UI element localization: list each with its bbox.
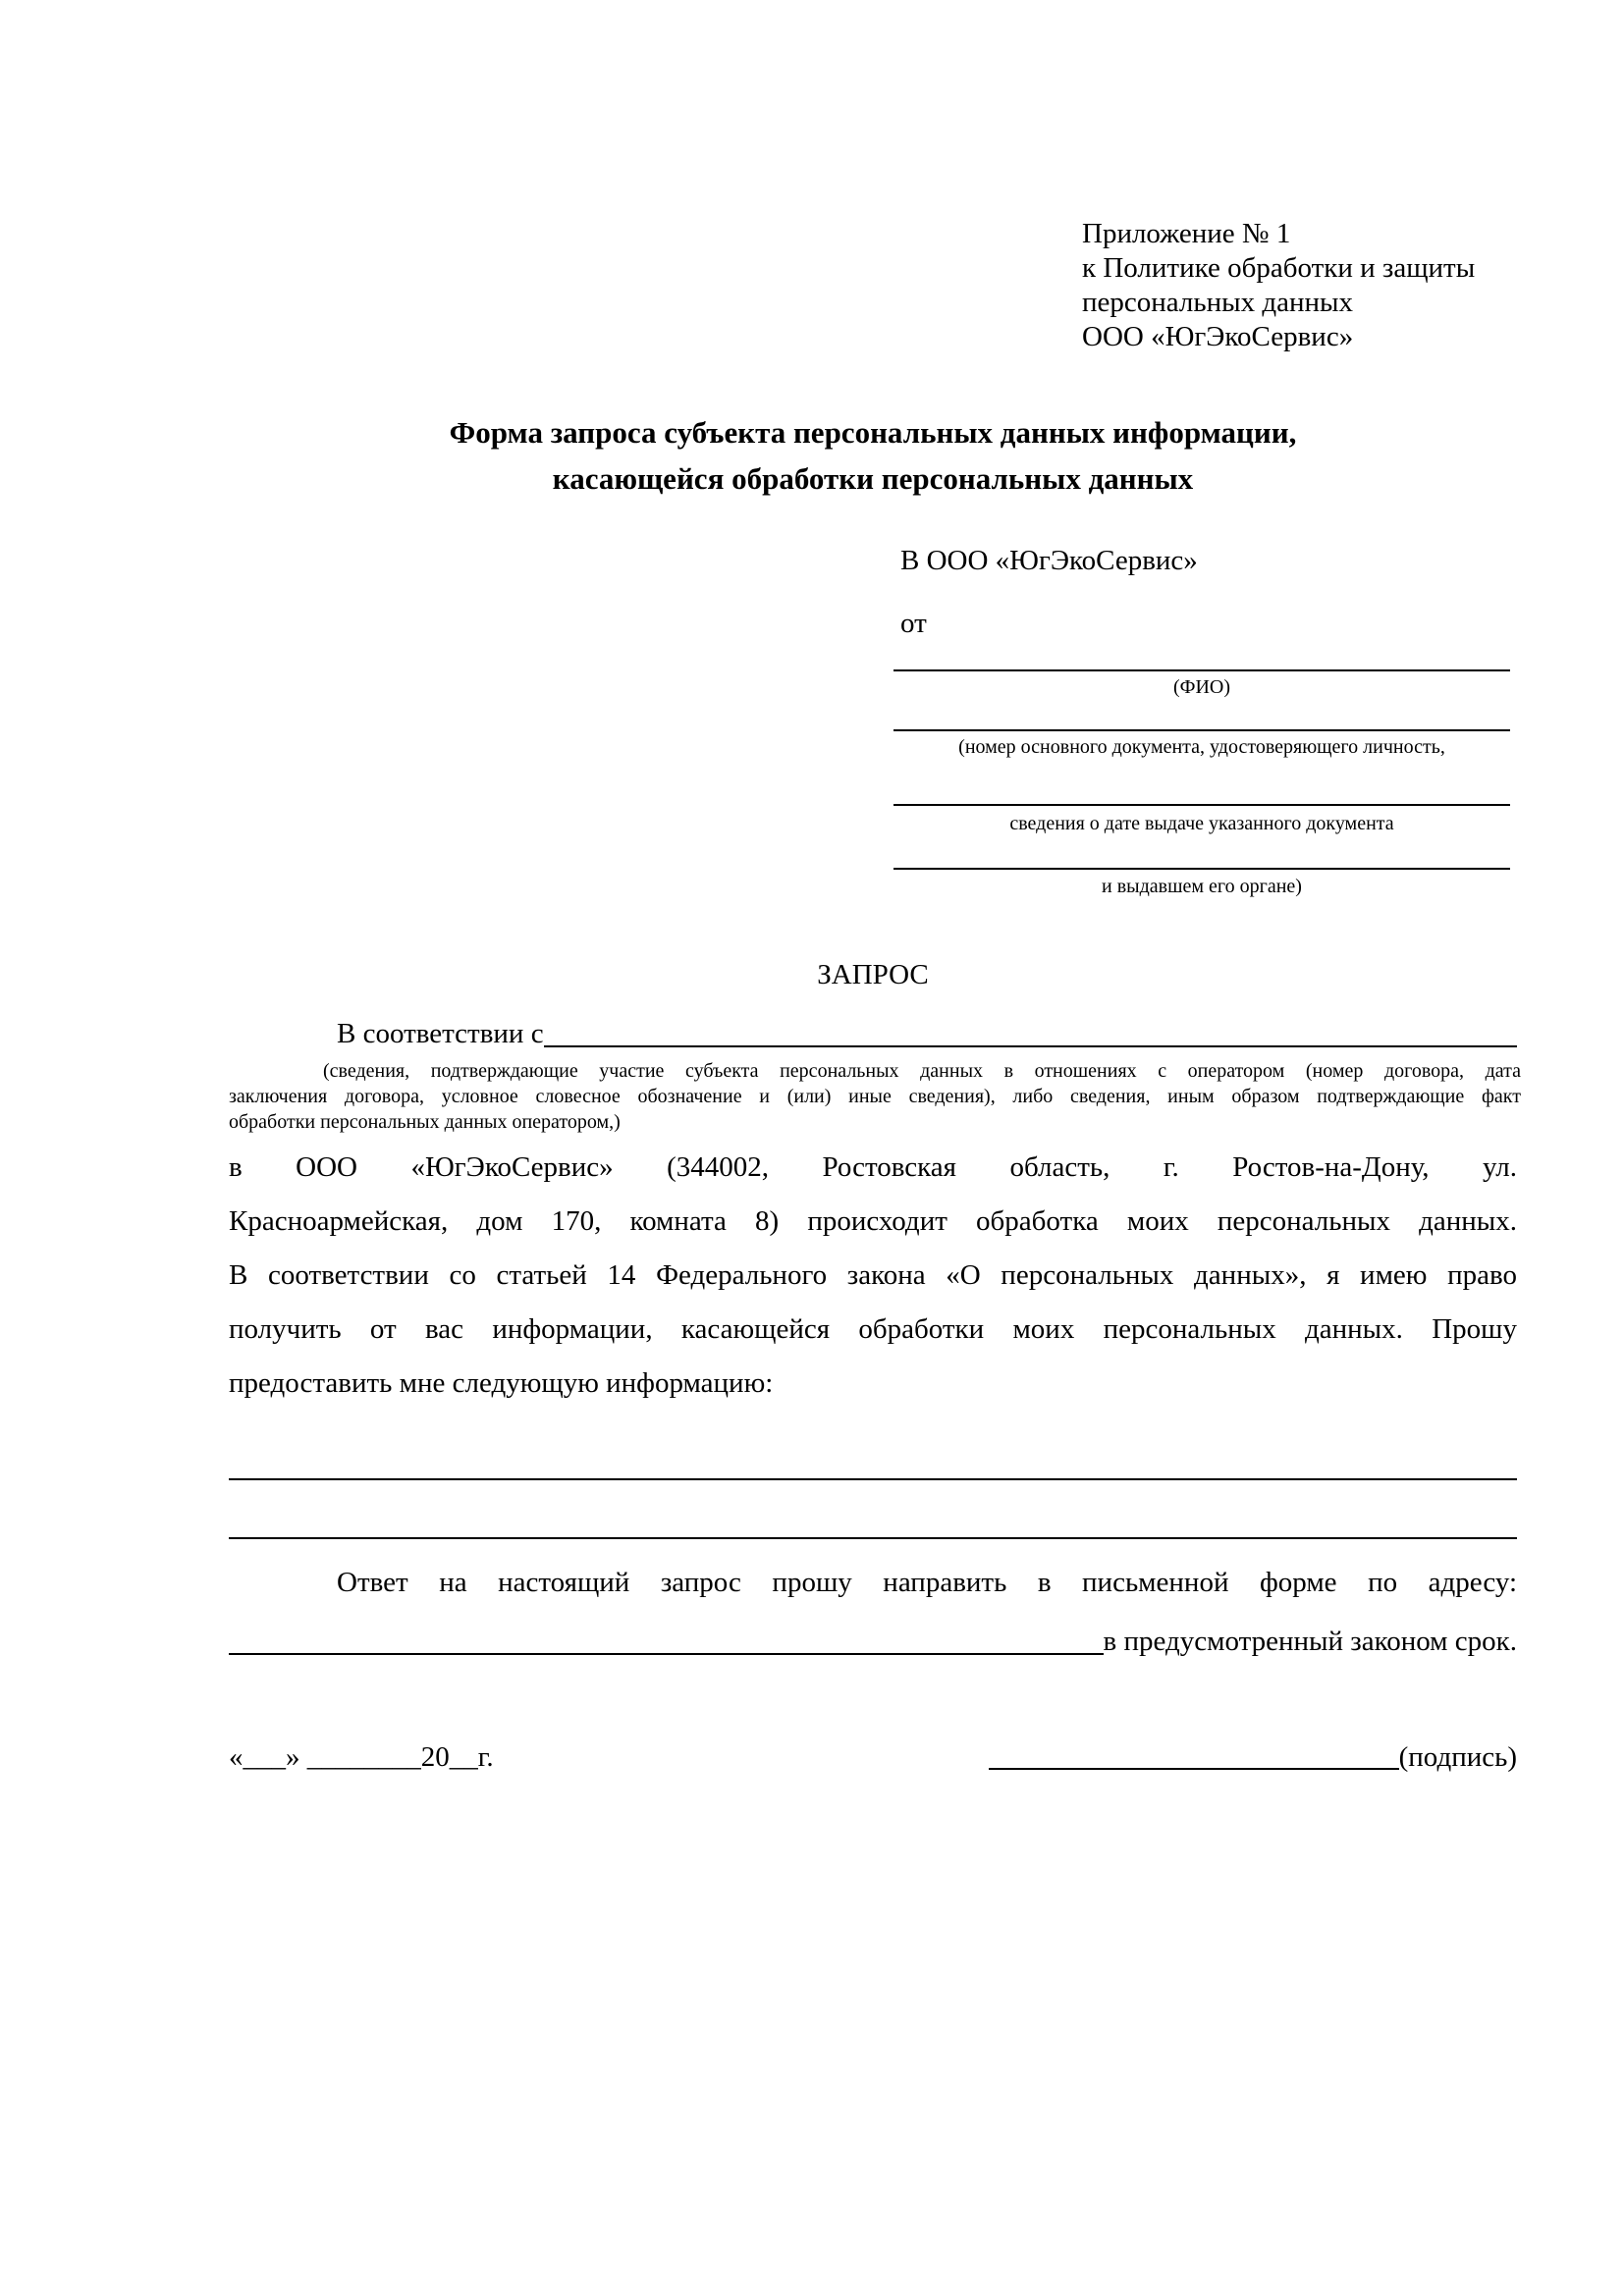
appendix-line: персональных данных <box>1082 287 1354 318</box>
addressee-from: от <box>900 608 927 639</box>
date-field: «___» ________20__г. <box>229 1741 494 1773</box>
doc-number-caption: (номер основного документа, удостоверяющего личность, <box>958 736 1445 758</box>
reply-line-2 <box>229 1625 1517 1658</box>
request-heading: ЗАПРОС <box>817 959 929 990</box>
note-line: заключения договора, условное словесное обозначение и (или) иные сведения), либо сведения, иным образом подтверждающие факт <box>229 1086 1521 1107</box>
body-line: Красноармейская, дом 170, комната 8) происходит обработка моих персональных данных. <box>229 1205 1517 1237</box>
reply-line-2-text: в предусмотренный законом срок. <box>1103 1626 1517 1657</box>
appendix-line: к Политике обработки и защиты <box>1082 252 1476 284</box>
appendix-header <box>1082 217 1475 354</box>
body-line: в ООО «ЮгЭкоСервис» (344002, Ростовская область, г. Ростов-на-Дону, ул. <box>229 1151 1517 1183</box>
intro-text: В соответствии с <box>337 1018 544 1049</box>
body-line: В соответствии со статьей 14 Федерального закона «О персональных данных», я имею право <box>229 1259 1517 1291</box>
intro-line <box>229 1018 1517 1050</box>
reply-line-1: Ответ на настоящий запрос прошу направить в письменной форме по адресу: <box>337 1567 1517 1598</box>
addressee-to: В ООО «ЮгЭкоСервис» <box>900 545 1198 576</box>
signature-blank-line <box>989 1768 1399 1770</box>
reply-address-blank-line <box>229 1653 1104 1655</box>
title-line-2: касающейся обработки персональных данных <box>552 461 1194 496</box>
answer-blank-line-1 <box>229 1449 1517 1480</box>
signature-block <box>989 1739 1517 1775</box>
issue-date-blank-line <box>893 774 1510 806</box>
fio-caption: (ФИО) <box>1172 676 1230 698</box>
appendix-line: ООО «ЮгЭкоСервис» <box>1082 321 1354 352</box>
note-line: обработки персональных данных оператором,) <box>229 1111 621 1133</box>
doc-number-blank-line <box>893 699 1510 731</box>
note-line: (сведения, подтверждающие участие субъекта персональных данных в отношениях с оператором (номер договора, дата <box>323 1060 1521 1082</box>
intro-blank-line <box>544 1045 1517 1047</box>
footer-row <box>229 1739 1517 1775</box>
fio-blank-line <box>893 638 1510 671</box>
body-line: предоставить мне следующую информацию: <box>229 1367 774 1399</box>
signature-caption: (подпись) <box>1398 1741 1517 1773</box>
title-line-1: Форма запроса субъекта персональных данных информации, <box>449 415 1297 450</box>
appendix-line: Приложение № 1 <box>1082 218 1291 249</box>
issuing-organ-caption: и выдавшем его органе) <box>1102 876 1302 897</box>
answer-blank-line-2 <box>229 1508 1517 1539</box>
issue-date-caption: сведения о дате выдаче указанного документа <box>1009 813 1394 834</box>
issuing-organ-blank-line <box>893 837 1510 870</box>
body-line: получить от вас информации, касающейся обработки моих персональных данных. Прошу <box>229 1313 1517 1345</box>
page-title <box>229 409 1517 502</box>
